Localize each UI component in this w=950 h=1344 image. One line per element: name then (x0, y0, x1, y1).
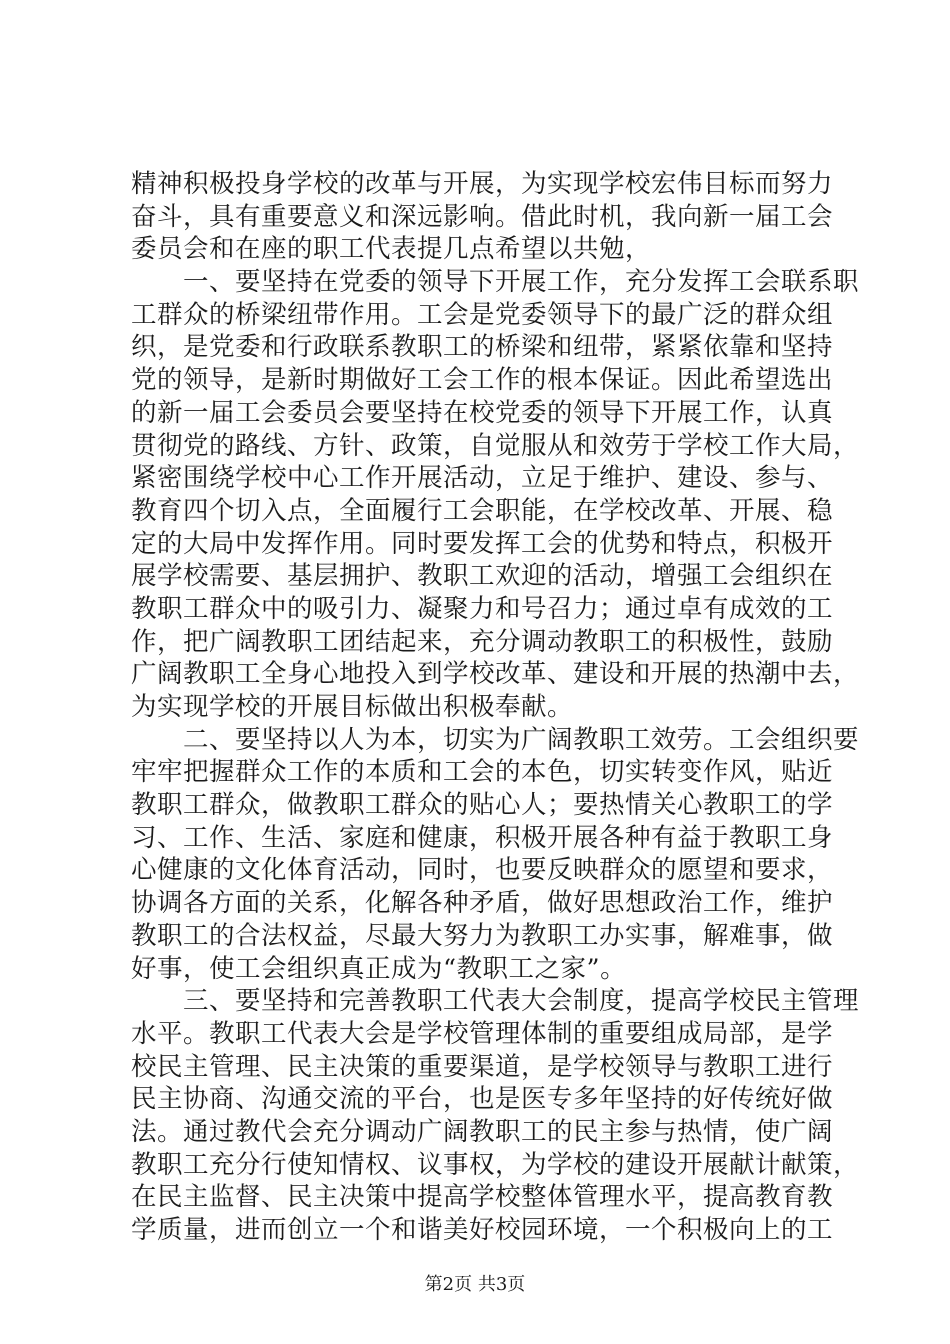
text-line: 为实现学校的开展目标做出积极奉献。 (131, 692, 574, 722)
page-number-footer: 第2页 共3页 (424, 1274, 526, 1295)
text-line: 贯彻党的路线、方针、政策，自觉服从和效劳于学校工作大局， (131, 430, 860, 461)
text-line: 紧密围绕学校中心工作开展活动，立足于维护、建设、参与、 (131, 463, 834, 494)
text-line: 奋斗，具有重要意义和深远影响。借此时机，我向新一届工会 (131, 201, 834, 232)
text-line: 水平。教职工代表大会是学校管理体制的重要组成局部，是学 (131, 1018, 834, 1049)
text-line: 展学校需要、基层拥护、教职工欢迎的活动，增强工会组织在 (131, 561, 834, 592)
text-line: 教职工群众，做教职工群众的贴心人；要热情关心教职工的学 (131, 790, 834, 821)
text-line: 教育四个切入点，全面履行工会职能，在学校改革、开展、稳 (131, 495, 834, 526)
text-line: 教职工群众中的吸引力、凝聚力和号召力；通过卓有成效的工 (131, 593, 834, 624)
body-text (131, 168, 860, 1247)
text-line: 习、工作、生活、家庭和健康，积极开展各种有益于教职工身 (131, 822, 834, 853)
text-line: 工群众的桥梁纽带作用。工会是党委领导下的最广泛的群众组 (131, 299, 834, 330)
text-line: 在民主监督、民主决策中提高学校整体管理水平，提高教育教 (131, 1182, 834, 1213)
text-line: 作，把广阔教职工团结起来，充分调动教职工的积极性，鼓励 (131, 626, 834, 657)
text-line: 学质量，进而创立一个和谐美好校园环境，一个积极向上的工 (131, 1215, 834, 1245)
text-line: 织，是党委和行政联系教职工的桥梁和纽带，紧紧依靠和坚持 (131, 332, 834, 363)
text-line: 精神积极投身学校的改革与开展，为实现学校宏伟目标而努力 (131, 169, 834, 199)
text-line: 法。通过教代会充分调动广阔教职工的民主参与热情，使广阔 (131, 1116, 834, 1147)
text-line: 教职工的合法权益，尽最大努力为教职工办实事，解难事，做 (131, 920, 834, 951)
text-line: 一、要坚持在党委的领导下开展工作，充分发挥工会联系职 (131, 267, 860, 298)
text-line: 好事，使工会组织真正成为“教职工之家”。 (131, 953, 627, 984)
text-line: 定的大局中发挥作用。同时要发挥工会的优势和特点，积极开 (131, 528, 834, 559)
text-line: 心健康的文化体育活动，同时，也要反映群众的愿望和要求， (131, 855, 834, 886)
text-line: 党的领导，是新时期做好工会工作的根本保证。因此希望选出 (131, 365, 834, 396)
text-line: 教职工充分行使知情权、议事权，为学校的建设开展献计献策， (131, 1149, 860, 1180)
text-line: 二、要坚持以人为本，切实为广阔教职工效劳。工会组织要 (131, 724, 860, 755)
text-line: 协调各方面的关系，化解各种矛盾，做好思想政治工作，维护 (131, 888, 834, 919)
text-line: 校民主管理、民主决策的重要渠道，是学校领导与教职工进行 (131, 1051, 834, 1082)
text-line: 牢牢把握群众工作的本质和工会的本色，切实转变作风，贴近 (131, 757, 834, 788)
text-line: 三、要坚持和完善教职工代表大会制度，提高学校民主管理 (131, 986, 860, 1017)
text-line: 民主协商、沟通交流的平台，也是医专多年坚持的好传统好做 (131, 1084, 834, 1115)
text-line: 委员会和在座的职工代表提几点希望以共勉， (131, 234, 652, 265)
text-line: 广阔教职工全身心地投入到学校改革、建设和开展的热潮中去， (131, 659, 860, 690)
text-line: 的新一届工会委员会要坚持在校党委的领导下开展工作，认真 (131, 397, 834, 428)
